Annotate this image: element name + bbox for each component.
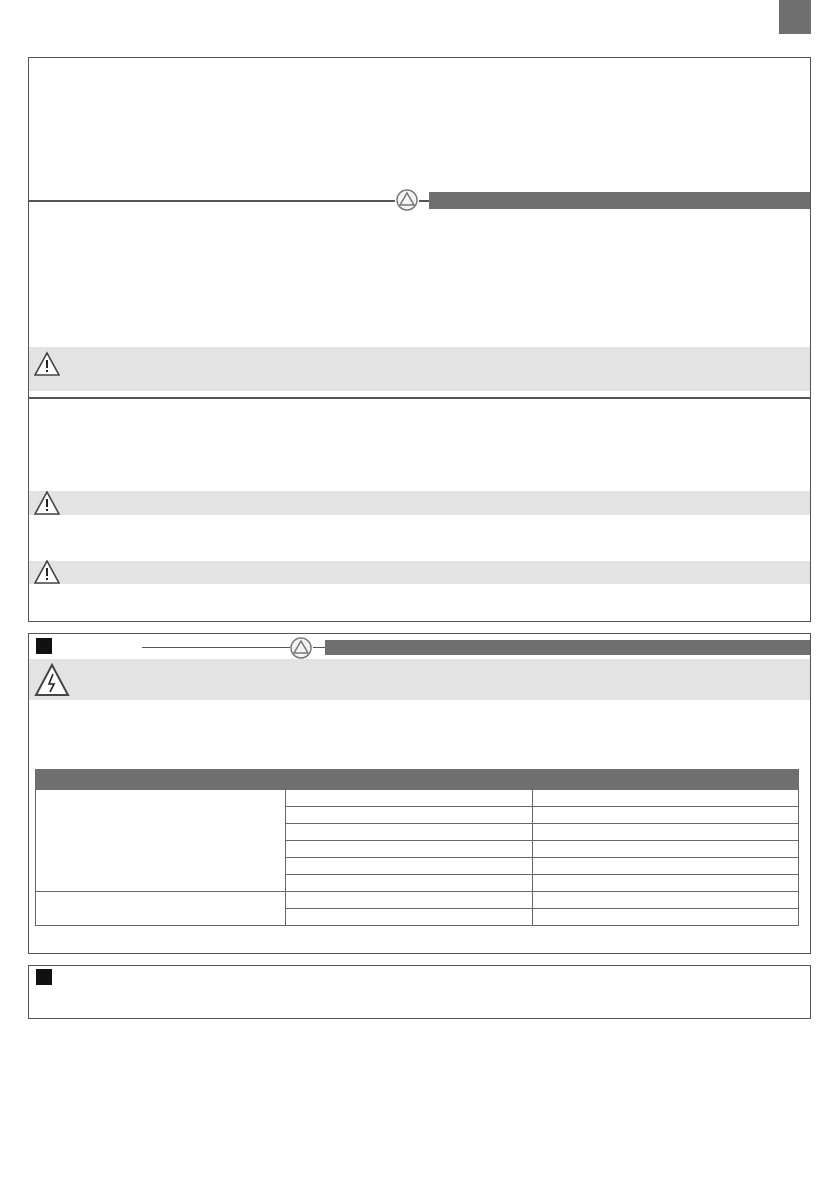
table-header-row <box>36 770 799 790</box>
electrical-hazard-icon <box>34 663 70 697</box>
electrical-warning-band <box>29 659 810 700</box>
section-b-warning-band-2 <box>29 561 810 584</box>
sealed-unit-emblem-icon <box>396 189 418 211</box>
table-header-cell <box>286 770 533 790</box>
table-cell <box>286 841 533 858</box>
table-cell <box>533 892 799 909</box>
page-corner-tab <box>779 0 811 34</box>
table-row <box>36 790 799 807</box>
table-cell <box>286 858 533 875</box>
table-header-cell <box>533 770 799 790</box>
section-number-marker <box>36 969 52 985</box>
section-a-divider <box>29 200 395 202</box>
table-cell <box>286 807 533 824</box>
table-cell <box>286 824 533 841</box>
table-group-cell <box>36 790 286 892</box>
warning-triangle-icon <box>34 560 60 584</box>
section-a-accent-bar <box>429 192 810 209</box>
table-cell <box>533 807 799 824</box>
table-cell <box>533 824 799 841</box>
table-cell <box>533 875 799 892</box>
spec-table <box>35 769 799 926</box>
section-d-box <box>28 965 811 1019</box>
section-a-emblem-connector <box>419 200 429 202</box>
table-cell <box>286 790 533 807</box>
section-number-marker <box>36 638 52 654</box>
table-cell <box>533 790 799 807</box>
table-cell <box>533 841 799 858</box>
warning-triangle-icon <box>34 351 60 377</box>
table-cell <box>286 875 533 892</box>
table-cell <box>533 909 799 926</box>
section-c-emblem-connector <box>313 647 325 648</box>
section-a-warning-band <box>29 347 810 391</box>
section-c-accent-bar <box>325 640 810 655</box>
table-cell <box>286 909 533 926</box>
table-cell <box>286 892 533 909</box>
sealed-unit-emblem-icon <box>290 637 312 659</box>
section-c-divider <box>142 647 290 648</box>
table-row <box>36 892 799 909</box>
warning-triangle-icon <box>34 491 60 515</box>
table-group-cell <box>36 892 286 926</box>
table-header-cell <box>36 770 286 790</box>
table-cell <box>533 858 799 875</box>
section-b-warning-band-1 <box>29 491 810 515</box>
